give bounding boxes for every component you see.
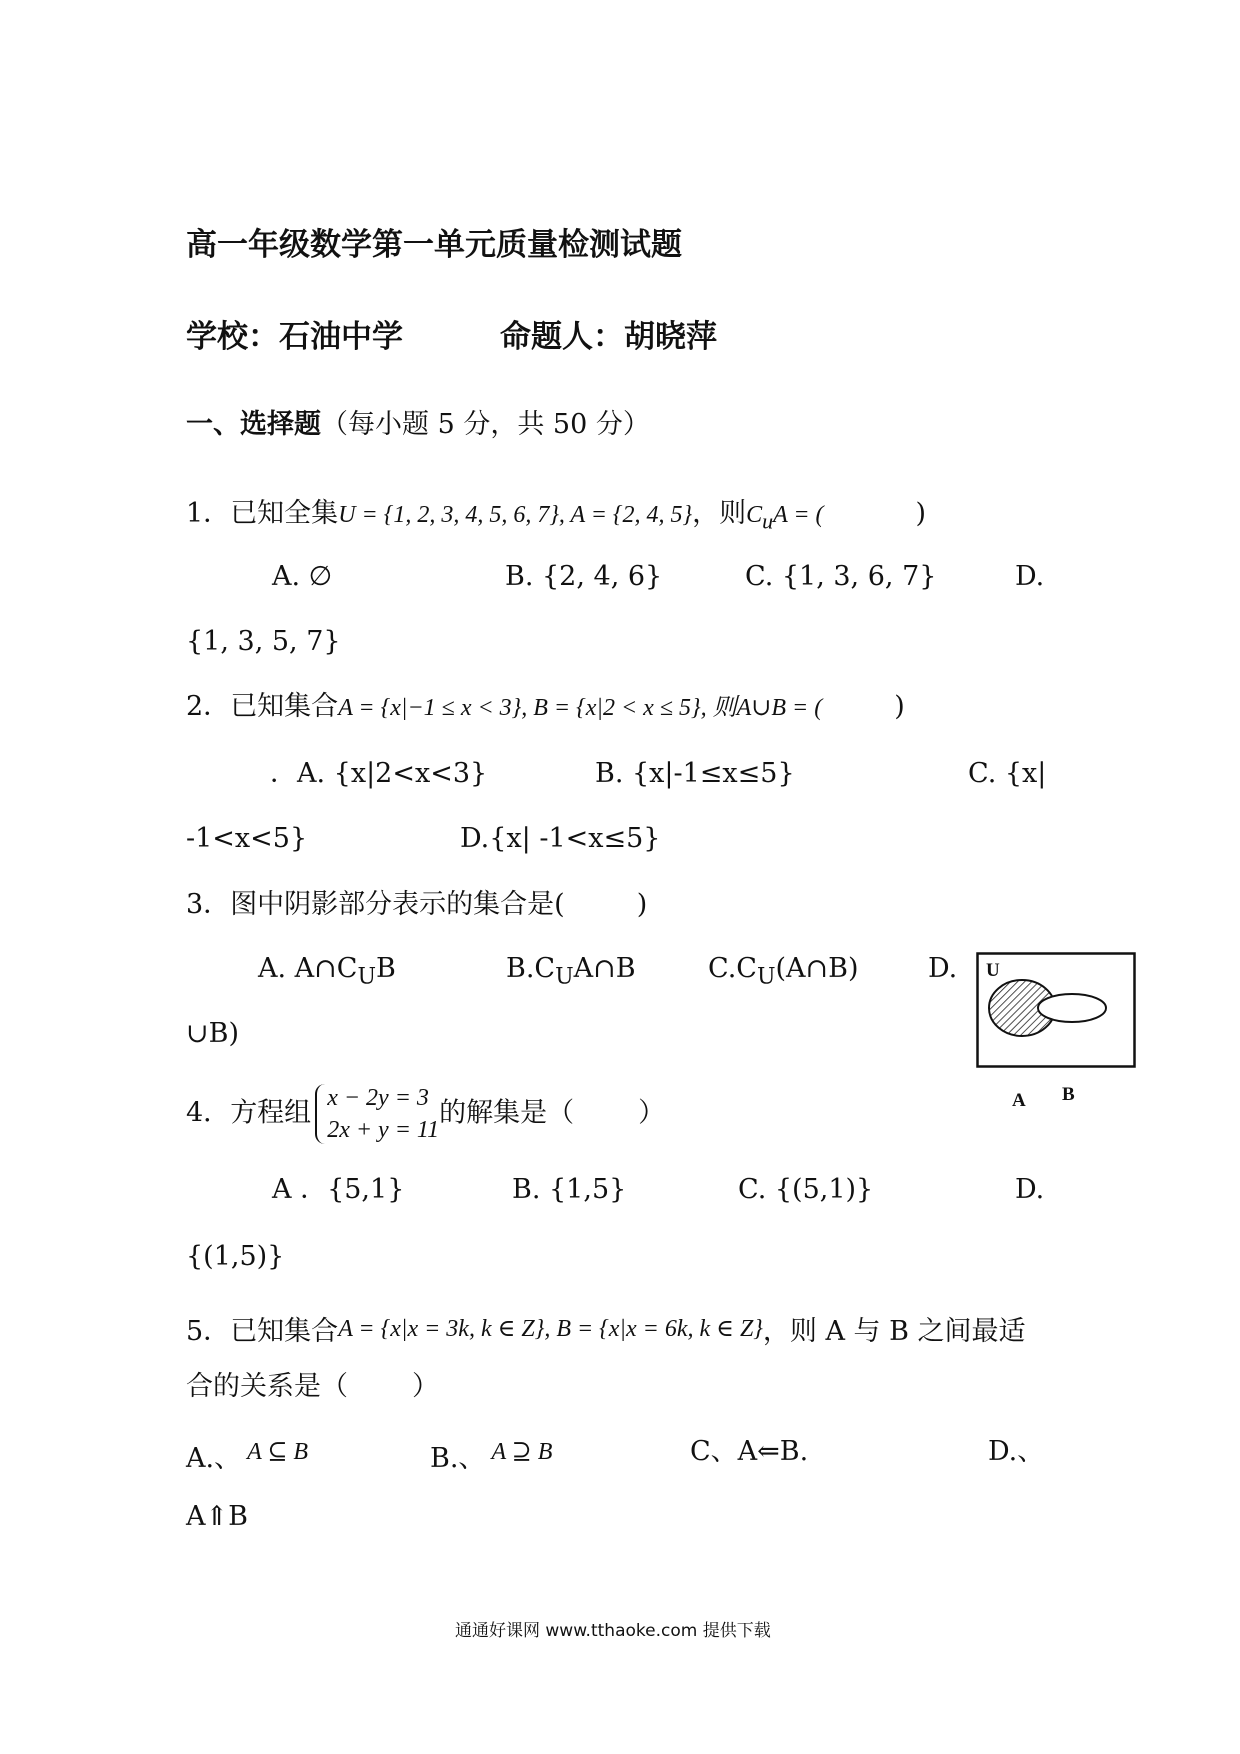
- q4-number: 4．: [186, 1097, 231, 1129]
- q5-close: ）: [412, 1371, 439, 1402]
- q1-complement: C: [746, 502, 763, 528]
- venn-set-b: [1038, 994, 1106, 1022]
- q5-option-a: [186, 1435, 308, 1476]
- question-5-line-2: [186, 1370, 439, 1404]
- q1-number: 1．: [186, 498, 231, 529]
- q3-option-a-end: B: [376, 953, 396, 984]
- q3-option-c: [708, 952, 859, 994]
- q3-option-d-cont: ∪B): [186, 1018, 239, 1049]
- q3-option-a-sub: U: [357, 964, 376, 990]
- q4-lead: 方程组: [230, 1097, 312, 1129]
- q5-tail: ，则 A 与 B 之间最适: [762, 1316, 1026, 1347]
- q5-sets: A = {x|x = 3k, k ∈ Z}, B = {x|x = 6k, k ∈ Z}: [338, 1316, 763, 1342]
- author-label: 命题人：胡晓萍: [500, 319, 717, 355]
- q1-complement-sub: u: [762, 508, 774, 534]
- q3-option-c-text: C.C: [708, 953, 757, 984]
- q3-option-b-end: A∩B: [573, 953, 636, 984]
- q1-close: ): [915, 498, 927, 529]
- q2-option-c: C. {x|: [968, 758, 1047, 789]
- q5-option-b-math: A ⊇ B: [491, 1439, 553, 1465]
- q4-option-d-cont: {(1,5)}: [186, 1241, 285, 1272]
- q1-expr: A = (: [773, 502, 824, 528]
- q4-equation-1: x − 2y = 3: [327, 1085, 429, 1111]
- venn-label-b: B: [1062, 1084, 1075, 1105]
- q3-option-a: [258, 952, 396, 994]
- question-2: [186, 690, 905, 725]
- q3-text: 图中阴影部分表示的集合是(: [230, 889, 565, 920]
- q1-option-c: C. {1, 3, 6, 7}: [745, 561, 937, 592]
- venn-label-a: A: [1012, 1090, 1026, 1111]
- q4-tail: 的解集是（: [439, 1097, 575, 1129]
- question-5: [186, 1312, 1026, 1349]
- school-label: 学校：石油中学: [186, 319, 403, 355]
- venn-diagram: [976, 952, 1136, 1068]
- q2-option-a: ．A. {x|2<x<3}: [270, 758, 488, 789]
- q1-option-d: D.: [1015, 561, 1045, 592]
- q1-option-a: A. ∅: [272, 561, 333, 592]
- q1-set-a: , A = {2, 4, 5}: [558, 502, 693, 528]
- q4-option-c: C. {(5,1)}: [738, 1174, 874, 1205]
- q2-option-c-cont: -1<x<5}: [186, 823, 308, 854]
- q3-option-c-sub: U: [756, 964, 776, 990]
- q5-option-a-math: A ⊆ B: [247, 1439, 309, 1465]
- q1-lead: 已知全集: [230, 498, 339, 529]
- question-1: [186, 497, 926, 538]
- q4-close: ）: [638, 1097, 666, 1129]
- q3-close: ): [636, 889, 648, 920]
- section-heading: [186, 408, 650, 442]
- section-note: （每小题 5 分，共 50 分）: [321, 409, 650, 440]
- q2-close: ): [894, 691, 905, 722]
- q5-option-b: [430, 1435, 552, 1476]
- q3-option-d: D.: [928, 953, 958, 984]
- q2-sets: A = {x|−1 ≤ x < 3}, B = {x|2 < x ≤ 5}, 则A∪B = (: [338, 695, 823, 721]
- q5-line-2-text: 合的关系是（: [186, 1371, 348, 1402]
- q1-mid: ，则: [692, 498, 747, 529]
- question-4: [186, 1082, 665, 1146]
- q5-number: 5．: [186, 1316, 231, 1347]
- q4-equation-system: [313, 1082, 439, 1146]
- q3-number: 3．: [186, 889, 231, 920]
- q2-lead: 已知集合: [230, 691, 339, 722]
- venn-label-u: U: [986, 960, 1000, 981]
- q4-option-b: B. {1,5}: [512, 1174, 627, 1205]
- q3-option-b-text: B.C: [506, 953, 556, 984]
- q4-option-d: D.: [1015, 1174, 1045, 1205]
- q4-equation-2: 2x + y = 11: [327, 1117, 440, 1143]
- page-title: 高一年级数学第一单元质量检测试题: [186, 227, 682, 263]
- q1-option-d-cont: {1, 3, 5, 7}: [186, 626, 341, 657]
- q2-option-b: B. {x|-1≤x≤5}: [595, 758, 795, 789]
- q5-option-a-label: A.、: [186, 1443, 242, 1474]
- q3-option-b-sub: U: [555, 964, 574, 990]
- q5-option-d: D.、: [988, 1436, 1045, 1467]
- question-3: [186, 888, 647, 922]
- q1-universal-set: U = {1, 2, 3, 4, 5, 6, 7}: [338, 502, 559, 528]
- q3-option-a-text: A. A∩C: [258, 953, 358, 984]
- q3-option-b: [506, 952, 636, 994]
- q1-option-b: B. {2, 4, 6}: [505, 561, 663, 592]
- q5-lead: 已知集合: [230, 1316, 339, 1347]
- q3-option-c-end: (A∩B): [775, 953, 859, 984]
- footer-credit: 通通好课网 www.tthaoke.com 提供下载: [455, 1621, 771, 1641]
- section-title: 一、选择题: [186, 409, 321, 440]
- q5-option-b-label: B.、: [430, 1443, 486, 1474]
- q5-option-d-cont: A⇑B: [186, 1501, 248, 1532]
- q5-option-c: C、A⇐B.: [690, 1436, 809, 1467]
- q2-option-d: D.{x| -1<x≤5}: [460, 823, 661, 854]
- q4-option-a: A ．{5,1}: [272, 1174, 405, 1205]
- q2-number: 2．: [186, 691, 231, 722]
